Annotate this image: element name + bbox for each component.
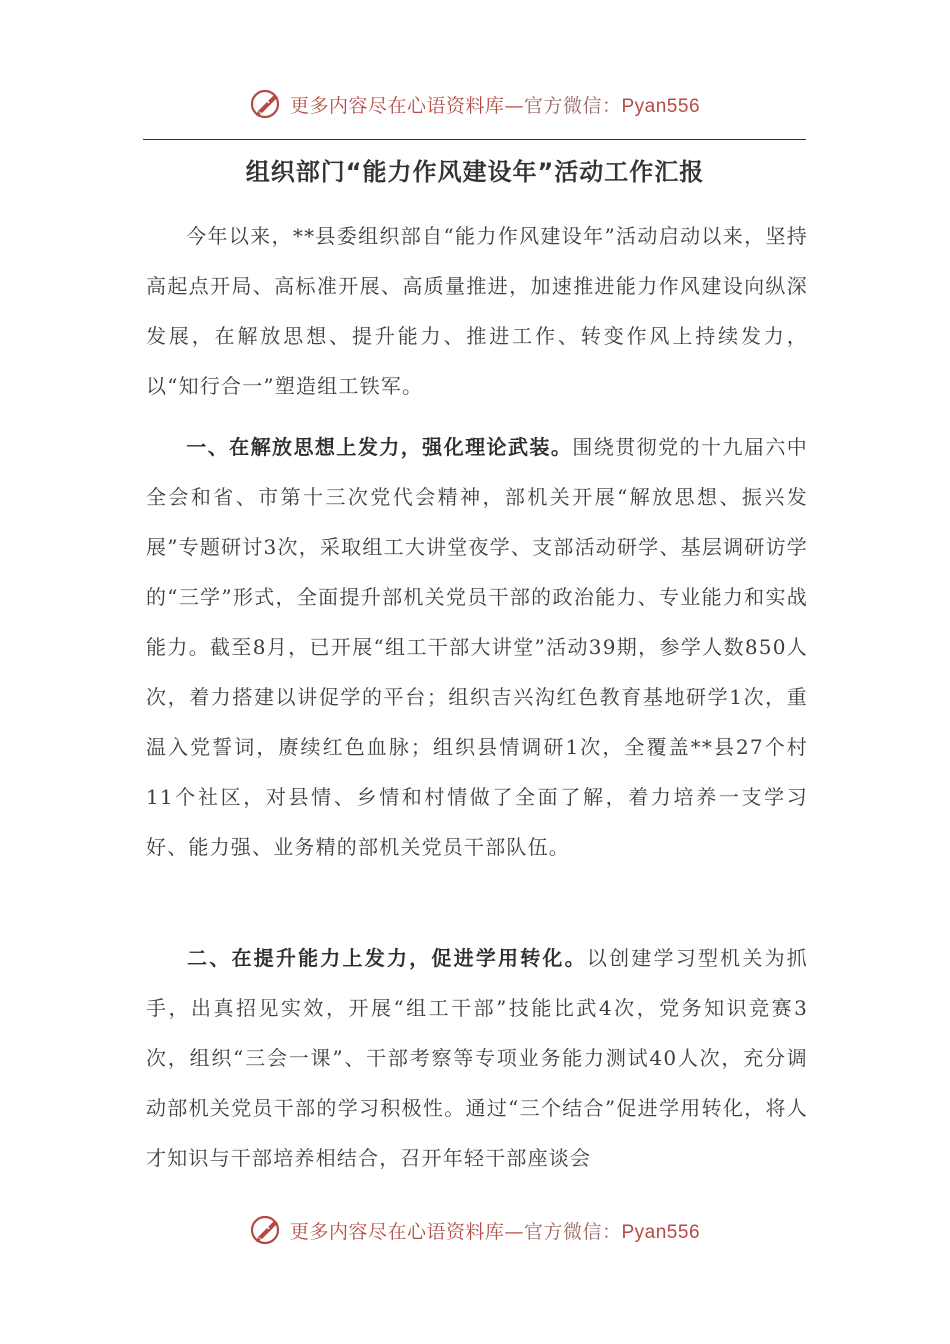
paragraph-section-2 xyxy=(146,933,808,1183)
banner-text xyxy=(290,91,700,118)
banner-wechat-label: 官方微信： xyxy=(523,94,622,117)
banner-text xyxy=(290,1217,700,1244)
paragraph-intro xyxy=(146,211,808,411)
paragraph-text: 以创建学习型机关为抓手，出真招见实效，开展“组工干部”技能比武4次，党务知识竞赛3次，组织“三会一课”、干部考察等专项业务能力测试40人次，充分调动部机关党员干部的学习积极性。通过“三个结合”促进学用转化，将人才知识与干部培养相结合，召开年轻干部座谈会 xyxy=(146,946,809,1170)
paragraph-text: 围绕贯彻党的十九届六中全会和省、市第十三次党代会精神，部机关开展“解放思想、振兴发展”专题研讨3次，采取组工大讲堂夜学、支部活动研学、基层调研访学的“三学”形式，全面提升部机关党员干部的政治能力、专业能力和实战能力。截至8月，已开展“组工干部大讲堂”活动39期，参学人数850人次，着力搭建以讲促学的平台；组织吉兴沟红色教育基地研学1次，重温入党誓词，赓续红色血脉；组织县情调研1次，全覆盖**县27个村11个社区，对县情、乡情和村情做了全面了解，着力培养一支学习好、能力强、业务精的部机关党员干部队伍。 xyxy=(146,435,808,859)
document-title: 组织部门“能力作风建设年”活动工作汇报 xyxy=(245,158,705,186)
paragraph-text: 今年以来，**县委组织部自“能力作风建设年”活动启动以来，坚持高起点开局、高标准开展、高质量推进，加速推进能力作风建设向纵深发展，在解放思想、提升能力、推进工作、转变作风上持续发力，以“知行合一”塑造组工铁军。 xyxy=(146,224,808,398)
paragraph-section-1 xyxy=(146,422,808,872)
banner-separator: — xyxy=(504,94,524,117)
banner-wechat-id: Pyan556 xyxy=(621,1221,701,1243)
pen-logo-icon xyxy=(250,1213,284,1247)
banner-wechat-id: Pyan556 xyxy=(621,95,701,117)
section-heading: 一、在解放思想上发力，强化理论武装。 xyxy=(186,435,573,459)
header-divider xyxy=(143,139,806,140)
banner-wechat-label: 官方微信： xyxy=(523,1220,622,1243)
pen-logo-icon xyxy=(250,87,284,121)
banner-brand: 更多内容尽在心语资料库 xyxy=(289,1220,505,1243)
banner-brand: 更多内容尽在心语资料库 xyxy=(289,94,505,117)
footer-banner xyxy=(0,1210,950,1250)
banner-separator: — xyxy=(504,1220,524,1243)
section-heading: 二、在提升能力上发力，促进学用转化。 xyxy=(186,946,587,970)
header-banner xyxy=(0,84,950,124)
